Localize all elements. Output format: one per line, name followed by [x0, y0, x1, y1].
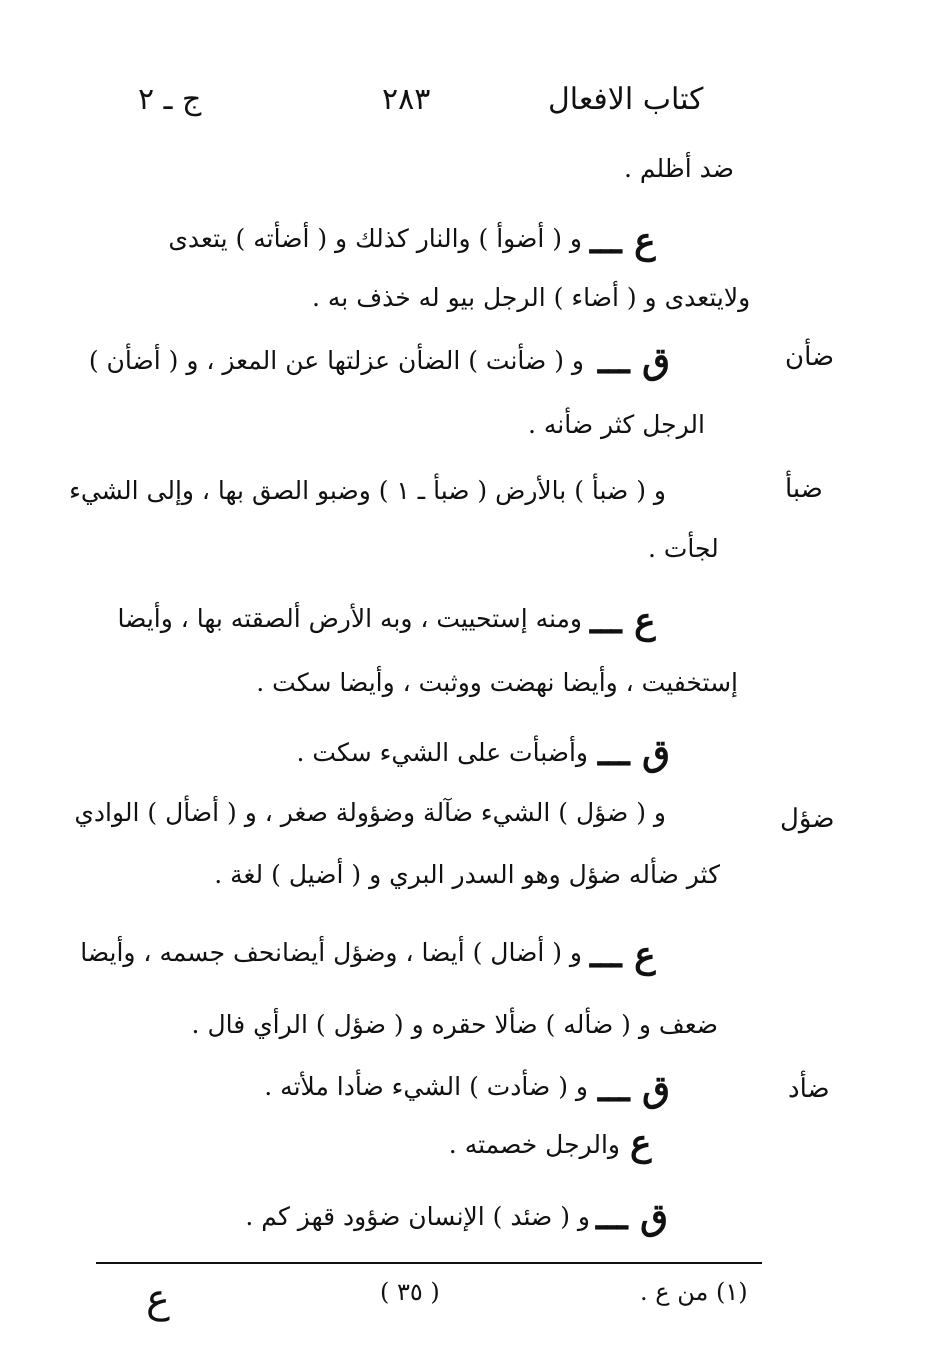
text-line: ولايتعدى و ( أضاء ) الرجل بيو له خذف به . [312, 283, 751, 312]
text-line: و ( ضبأ ) بالأرض ( ضبأ ـ ١ ) وضبو الصق بها ، وإلى الشيء [69, 476, 666, 505]
book-title: كتاب الافعال [548, 82, 704, 117]
source-marker-qaf: ق ـــ [598, 340, 671, 382]
text-line: إستخفيت ، وأيضا نهضت ووثبت ، وأيضا سكت . [256, 668, 738, 697]
margin-headword: ضأد [788, 1074, 830, 1104]
text-line: ومنه إستحييت ، وبه الأرض ألصقته بها ، وأيضا [117, 604, 582, 633]
source-marker-ain: ع ـــ [590, 934, 656, 976]
volume-label: ج ـ ٢ [138, 82, 202, 117]
text-line: و ( ضئد ) الإنسان ضؤود قهز كم . [245, 1202, 590, 1231]
source-marker-qaf: ق ـــ [598, 1068, 671, 1110]
text-line: و ( ضؤل ) الشيء ضآلة وضؤولة صغر ، و ( أضأل ) الوادي [74, 798, 666, 827]
text-line: الرجل كثر ضأنه . [528, 410, 705, 439]
footnote: (١) من ع . [640, 1278, 748, 1306]
source-marker-ain: ع ـــ [590, 600, 656, 642]
text-line: و ( ضأنت ) الضأن عزلتها عن المعز ، و ( أضأن ) [88, 346, 584, 375]
text-line: و ( ضأدت ) الشيء ضأدا ملأته . [264, 1072, 588, 1101]
source-marker-ain: ع [630, 1122, 652, 1164]
text-line: ضد أظلم . [624, 154, 734, 183]
text-line: و ( أضوأ ) والنار كذلك و ( أضأته ) يتعدى [168, 224, 582, 253]
page-number: ٢٨٣ [382, 82, 431, 117]
source-marker-qaf: ق ـــ [598, 732, 671, 774]
text-line: لجأت . [648, 534, 719, 563]
footnote-rule [96, 1262, 762, 1264]
text-line: كثر ضأله ضؤل وهو السدر البري و ( أضيل ) لغة . [214, 860, 720, 889]
text-line: وأضبأت على الشيء سكت . [296, 738, 588, 767]
margin-headword: ضؤل [780, 804, 835, 834]
margin-headword: ضأن [785, 342, 835, 372]
margin-headword: ضبأ [785, 474, 823, 504]
text-line: ضعف و ( ضأله ) ضألا حقره و ( ضؤل ) الرأي فال . [191, 1010, 718, 1039]
text-line: و ( أضال ) أيضا ، وضؤل أيضانحف جسمه ، وأيضا [80, 938, 582, 967]
source-marker-ain: ع ـــ [590, 220, 656, 262]
signature-mark: ع [146, 1276, 170, 1322]
source-marker-qaf: ق ـــ [596, 1196, 669, 1238]
text-line: والرجل خصمته . [448, 1130, 620, 1159]
folio-number: ( ٣٥ ) [380, 1278, 440, 1306]
